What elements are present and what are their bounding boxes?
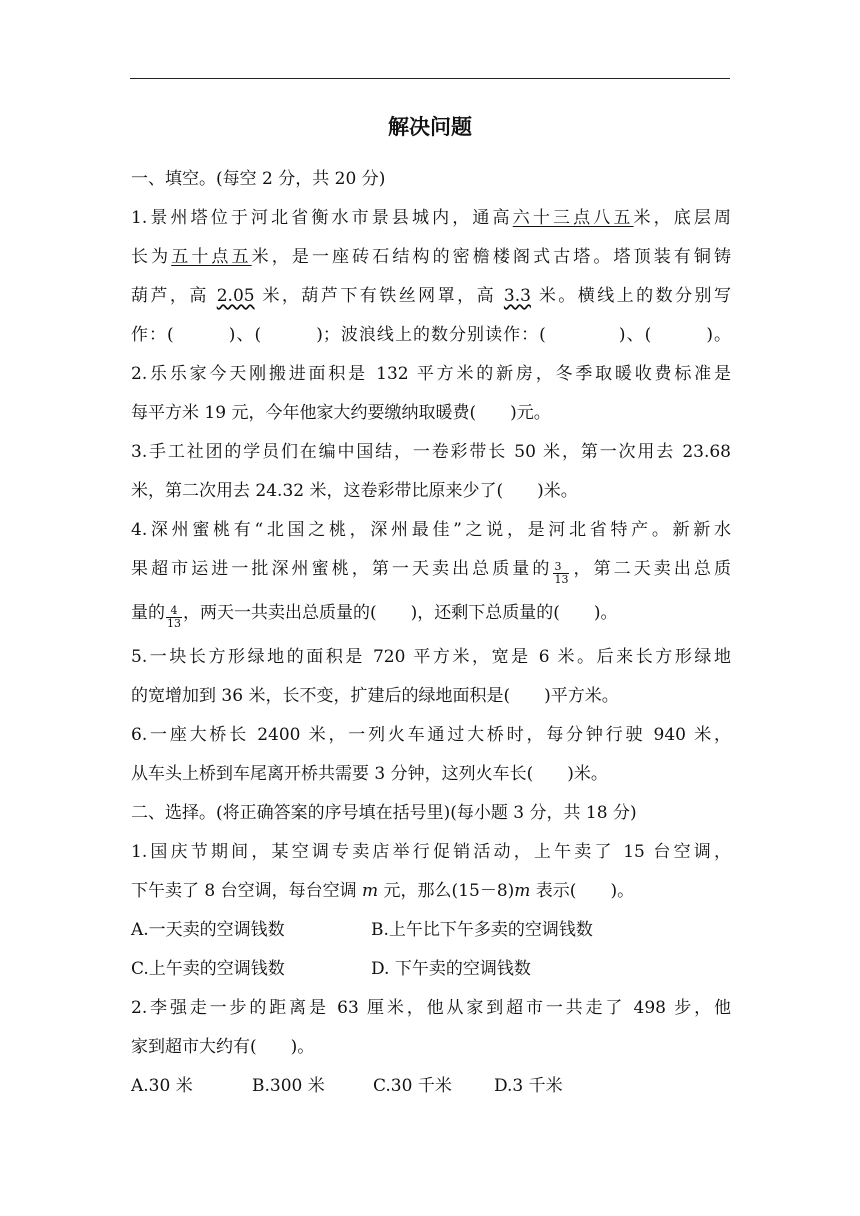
fill-question-2: [131, 357, 731, 435]
q4-text: ，第二天卖出总质: [570, 559, 732, 579]
q2-text: 2.乐乐家今天刚搬进面积是 132 平方米的新房，冬季取暖收费标准是: [131, 364, 731, 384]
fill-question-5: [131, 640, 731, 718]
option-b[interactable]: B.300 米: [252, 1076, 325, 1096]
q4-text: ，两天一共卖出总质量的( )，还剩下总质量的( )。: [183, 603, 618, 623]
q3-text: 米，第二次用去 24.32 米，这卷彩带比原来少了( )米。: [131, 481, 578, 501]
option-d[interactable]: D.3 千米: [494, 1076, 563, 1096]
option-c[interactable]: C.30 千米: [373, 1076, 452, 1096]
choice-q1-text: 表示( )。: [530, 881, 635, 901]
fraction-4-13: [166, 605, 182, 630]
variable-m: m: [514, 881, 531, 901]
choice-q1-text: 1.国庆节期间，某空调专卖店举行促销活动，上午卖了 15 台空调，: [131, 842, 731, 862]
underlined-number: 六十三点八五: [512, 208, 634, 228]
q6-text: 6.一座大桥长 2400 米，一列火车通过大桥时，每分钟行驶 940 米，: [131, 725, 731, 745]
q1-text: 米，葫芦下有铁丝网罩，高: [254, 286, 504, 306]
q1-text: 米，底层周: [633, 208, 731, 228]
q1-answer-line: 作：( )、( )；波浪线上的数分别读作：( )、( )。: [131, 325, 731, 345]
option-c[interactable]: C.上午卖的空调钱数: [131, 959, 285, 979]
fill-question-3: [131, 435, 731, 513]
q4-text: 4.深州蜜桃有“北国之桃，深州最佳”之说，是河北省特产。新新水: [131, 520, 731, 540]
option-a[interactable]: A.30 米: [131, 1076, 193, 1096]
fraction-denominator: 13: [554, 573, 569, 586]
page-title: 解决问题: [388, 115, 472, 139]
worksheet-content: [131, 162, 731, 1108]
option-b[interactable]: B.上午比下午多卖的空调钱数: [371, 920, 593, 940]
choice-q1-text: 元，那么(15－8): [378, 881, 515, 901]
choice-question-2: [131, 991, 731, 1108]
fraction-3-13: [553, 561, 569, 586]
section2-header: 二、选择。(将正确答案的序号填在括号里)(每小题 3 分，共 18 分): [131, 803, 637, 823]
q1-text: 长为: [131, 247, 172, 267]
q5-text: 的宽增加到 36 米，长不变，扩建后的绿地面积是( )平方米。: [131, 686, 619, 706]
q3-text: 3.手工社团的学员们在编中国结，一卷彩带长 50 米，第一次用去 23.68: [131, 442, 731, 462]
wavy-underlined-number: 3.3: [503, 286, 531, 306]
option-a[interactable]: A.一天卖的空调钱数: [131, 920, 285, 940]
q4-text: 果超市运进一批深州蜜桃，第一天卖出总质量的: [131, 559, 553, 579]
q5-text: 5.一块长方形绿地的面积是 720 平方米，宽是 6 米。后来长方形绿地: [131, 647, 731, 667]
fill-question-1: [131, 201, 731, 357]
fraction-numerator: 3: [553, 561, 569, 574]
variable-m: m: [362, 881, 379, 901]
q1-text: 米。横线上的数分别写: [530, 286, 732, 306]
option-d[interactable]: D. 下午卖的空调钱数: [371, 959, 531, 979]
choice-q1-text: 下午卖了 8 台空调，每台空调: [131, 881, 363, 901]
q4-text: 量的: [131, 603, 165, 623]
q2-text: 每平方米 19 元，今年他家大约要缴纳取暖费( )元。: [131, 403, 551, 423]
q1-text: 葫芦，高: [131, 286, 217, 306]
underlined-number: 五十点五: [171, 247, 252, 267]
q6-text: 从车头上桥到车尾离开桥共需要 3 分钟，这列火车长( )米。: [131, 764, 608, 784]
fill-question-4: [131, 513, 731, 640]
wavy-underlined-number: 2.05: [216, 286, 255, 306]
fill-question-6: [131, 718, 731, 796]
choice-q2-text: 2.李强走一步的距离是 63 厘米，他从家到超市一共走了 498 步，他: [131, 998, 731, 1018]
q1-text: 1.景州塔位于河北省衡水市景县城内，通高: [131, 208, 513, 228]
choice-question-1: [131, 835, 731, 991]
q1-text: 米，是一座砖石结构的密檐楼阁式古塔。塔顶装有铜铸: [251, 247, 732, 267]
section1-header: 一、填空。(每空 2 分，共 20 分): [131, 169, 386, 189]
top-divider: [130, 78, 730, 79]
fraction-denominator: 13: [167, 617, 181, 630]
choice-q2-text: 家到超市大约有( )。: [131, 1037, 315, 1057]
fraction-numerator: 4: [166, 605, 182, 618]
